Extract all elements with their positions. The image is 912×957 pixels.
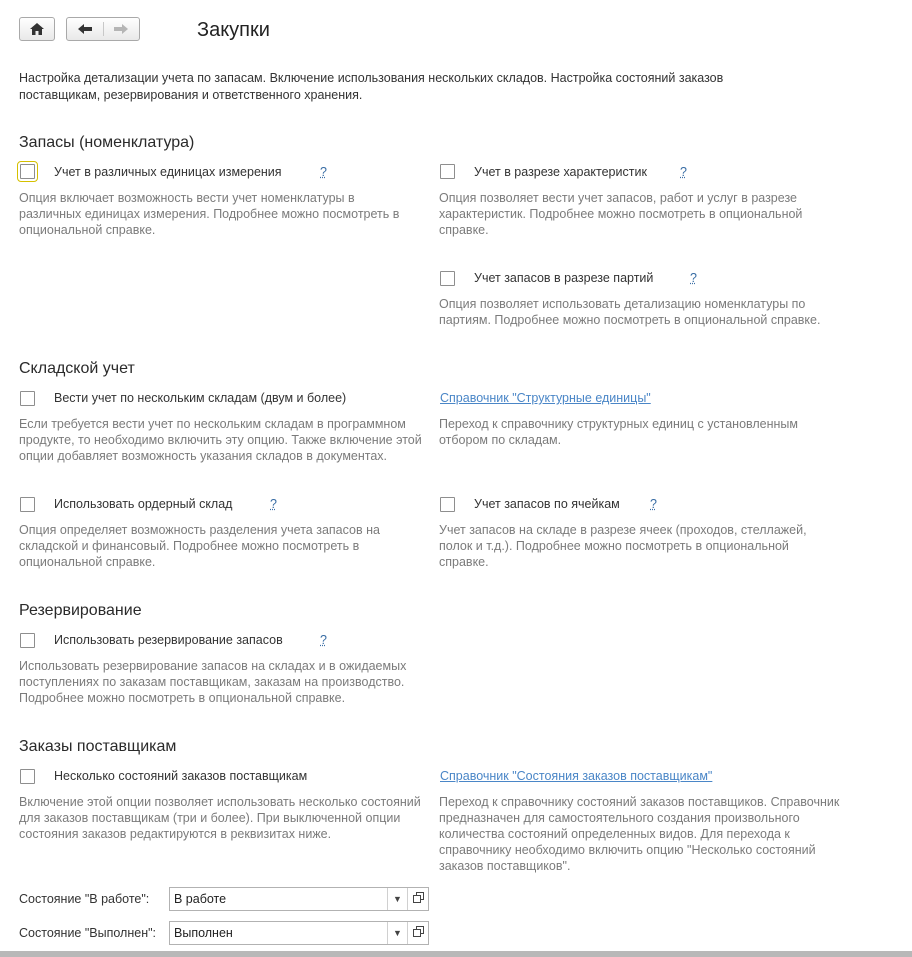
chevron-down-icon: ▼ [393,928,402,938]
batches-label[interactable]: Учет запасов в разрезе партий [474,271,654,285]
batches-help[interactable]: ? [690,271,697,285]
cells-checkbox[interactable] [440,497,455,512]
units-desc: Опция включает возможность вести учет номенклатуры в различных единицах измерения. Подробнее можно посмотреть в опциональной справке. [19,191,400,237]
cells-label[interactable]: Учет запасов по ячейкам [474,497,620,511]
multi-warehouse-label[interactable]: Вести учет по нескольким складам (двум и более) [54,391,347,405]
home-icon [29,22,45,36]
order-states-desc: Включение этой опции позволяет использовать несколько состояний для заказов поставщикам (три и более). При выключенной опции состояния заказов редактируются в реквизитах ниже. [19,795,421,841]
forward-button[interactable] [103,23,139,35]
order-warehouse-desc: Опция определяет возможность разделения учета запасов на складской и финансовый. Подробнее можно посмотреть в опциональной справке. [19,523,380,569]
section-warehouse-title: Складской учет [19,360,135,377]
batches-desc: Опция позволяет использовать детализацию номенклатуры по партиям. Подробнее можно посмотреть в опциональной справке. [439,297,821,327]
units-help[interactable]: ? [320,165,327,179]
history-nav [66,17,140,41]
multi-warehouse-desc: Если требуется вести учет по нескольким складам в программном продукте, то необходимо включить эту опцию. Также включение этой опции добавляет возможность указания складов в документах. [19,417,422,463]
arrow-right-icon [113,23,129,35]
characteristics-help[interactable]: ? [680,165,687,179]
order-warehouse-help[interactable]: ? [270,497,277,511]
units-label[interactable]: Учет в различных единицах измерения [54,165,282,179]
intro-text: Настройка детализации учета по запасам. Включение использования нескольких складов. Настройка состояний заказов поставщикам, резервирования и ответственного хранения. [19,71,724,102]
order-states-checkbox[interactable] [20,769,35,784]
section-reservation-title: Резервирование [19,602,142,619]
reservation-help[interactable]: ? [320,633,327,647]
struct-units-desc: Переход к справочнику структурных единиц с установленным отбором по складам. [439,417,799,447]
characteristics-desc: Опция позволяет вести учет запасов, работ и услуг в разрезе характеристик. Подробнее можно посмотреть в опциональной справке. [439,191,803,237]
done-label: Состояние "Выполнен": [19,926,157,940]
chevron-down-icon: ▼ [393,894,402,904]
home-button[interactable] [19,17,55,41]
in-work-field[interactable] [169,887,429,911]
section-orders-title: Заказы поставщикам [19,738,177,755]
reservation-checkbox[interactable] [20,633,35,648]
order-warehouse-label[interactable]: Использовать ордерный склад [54,497,233,511]
reservation-desc: Использовать резервирование запасов на складах и в ожидаемых поступлениях по заказам поставщикам, заказам на производство. Подробнее можно посмотреть в опциональной справке. [19,659,407,705]
open-button[interactable] [407,922,428,944]
dropdown-button[interactable] [387,888,407,910]
back-button[interactable] [67,23,103,35]
batches-checkbox[interactable] [440,271,455,286]
units-checkbox[interactable] [20,164,35,179]
order-states-link[interactable]: Справочник "Состояния заказов поставщикам" [440,769,713,783]
order-states-link-desc: Переход к справочнику состояний заказов поставщиков. Справочник предназначен для самостоятельного создания произвольного количества состояний определенных видов. Для перехода к справочнику необходимо включить опцию "Несколько состояний заказов поставщиков". [439,795,840,873]
cells-desc: Учет запасов на складе в разрезе ячеек (проходов, стеллажей, полок и т.д.). Подробнее можно посмотреть в опциональной справке. [439,523,807,569]
arrow-left-icon [77,23,93,35]
in-work-label: Состояние "В работе": [19,892,150,906]
order-warehouse-checkbox[interactable] [20,497,35,512]
characteristics-label[interactable]: Учет в разрезе характеристик [474,165,647,179]
struct-units-link[interactable]: Справочник "Структурные единицы" [440,391,651,405]
order-states-label[interactable]: Несколько состояний заказов поставщикам [54,769,308,783]
page-title: Закупки [197,19,270,41]
section-stock-title: Запасы (номенклатура) [19,134,195,151]
done-value[interactable]: Выполнен [174,926,233,940]
bottom-scrollbar[interactable] [0,951,912,957]
open-button[interactable] [407,888,428,910]
open-window-icon [413,892,424,906]
dropdown-button[interactable] [387,922,407,944]
characteristics-checkbox[interactable] [440,164,455,179]
done-field[interactable] [169,921,429,945]
multi-warehouse-checkbox[interactable] [20,391,35,406]
reservation-label[interactable]: Использовать резервирование запасов [54,633,283,647]
cells-help[interactable]: ? [650,497,657,511]
in-work-value[interactable]: В работе [174,892,227,906]
open-window-icon [413,926,424,940]
